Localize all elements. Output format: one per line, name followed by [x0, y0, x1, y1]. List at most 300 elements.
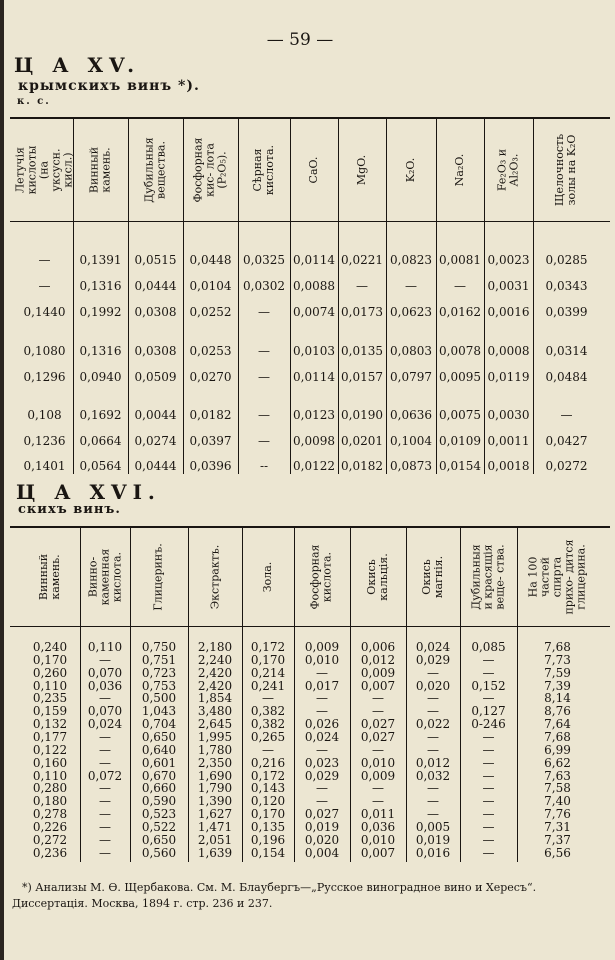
table-xvi-cell: 0,159 [32, 704, 68, 719]
table-xv-cell: 0,1692 [79, 408, 122, 422]
table-xvi-cell: 0,170 [250, 807, 286, 822]
table-xvi-cell: — [372, 794, 384, 809]
table-xvi-cell: — [482, 794, 495, 809]
table-xv-cell: 0,0157 [341, 370, 383, 384]
table-xv-cell: 0,0308 [134, 305, 177, 319]
table-xvi-cell: — [482, 781, 495, 796]
table-xvi-cell: 0,265 [250, 729, 286, 744]
table-xv-cell: 0,0823 [390, 253, 432, 267]
table-xvi-cell: 0,132 [32, 717, 68, 732]
table-xv-cell: 0,1391 [79, 253, 122, 267]
table-xvi-cell: — [482, 742, 495, 757]
table-xv-column-header [73, 120, 128, 220]
table-xvi-cell: 0,011 [360, 807, 396, 822]
table-xv-cell: — [560, 408, 573, 422]
table-xvi-cell: 0,753 [141, 678, 177, 693]
table-xvi-cell: 0,560 [141, 845, 177, 860]
table-xv-cell: 0,0182 [189, 408, 232, 422]
table-xv-cell: 0,0074 [293, 305, 335, 319]
table-xv-cell: 0,0016 [487, 305, 530, 319]
table-xv-cell: 0,0119 [487, 370, 530, 384]
table-xvi-cell: 0,032 [415, 768, 451, 783]
table-xvi-cell: 1,854 [197, 691, 233, 706]
table-xvi-rule-head [10, 626, 610, 627]
table-xv-cell: — [38, 279, 51, 293]
table-xvi-cell: 0,241 [250, 678, 286, 693]
table-xvi-column-header [20, 529, 80, 625]
table-xvi-column-header [130, 529, 188, 625]
table-xv-cell: 0,0448 [189, 253, 232, 267]
table-xvi-cell: 0,160 [32, 755, 68, 770]
table-xvi-cell: 1,627 [197, 807, 233, 822]
table-xvi-cell: — [316, 704, 328, 719]
table-xv-cell: — [258, 344, 270, 358]
table-xvi-cell: 1,995 [197, 729, 233, 744]
table-xvi-cell: — [427, 807, 439, 822]
table-xvi-cell: 0,143 [250, 781, 286, 796]
table-xvi-cell: 0,122 [32, 742, 68, 757]
table-xv-cell: 0,0221 [341, 253, 383, 267]
table-xv-cell: 0,0308 [134, 344, 177, 358]
table-xvi-cell: 7,68 [544, 640, 571, 654]
table-xvi-cell: 2,420 [197, 678, 233, 693]
footnote-line-1: *) Анализы М. Ѳ. Щербакова. См. М. Блаубергъ—„Русское виноградное вино и Хересъ“. [22, 881, 537, 894]
table-xvi-cell: 2,051 [197, 832, 233, 847]
table-xvi-column-header [188, 529, 242, 625]
table-xv-cell: 0,1316 [79, 344, 122, 358]
table-xvi-cell: 0,382 [250, 704, 286, 719]
table-xv-cell: — [258, 370, 270, 384]
table-xvi-column-header-label: Глицеринъ. [152, 543, 166, 611]
table-xvi-column-header [294, 529, 350, 625]
table-xvi-cell: 0,523 [141, 807, 177, 822]
table-xvi-cell: 0,272 [32, 832, 68, 847]
table-xvi-column-header [242, 529, 294, 625]
table-xvi-column-header [350, 529, 406, 625]
table-xv-column-header [238, 120, 290, 220]
table-xvi-cell: 2,180 [197, 640, 233, 654]
table-xv-column-header [436, 120, 484, 220]
table-xvi-cell: 8,14 [544, 691, 571, 706]
table-xv-cell: 0,0173 [341, 305, 383, 319]
table-xvi-cell: — [427, 665, 439, 680]
table-xvi-cell: 0,235 [32, 691, 68, 706]
table-xvi-cell: 0,026 [304, 717, 340, 732]
table-xvi-cell: 0,009 [304, 640, 340, 654]
table-xvi-cell: 0,382 [250, 717, 286, 732]
table-xvi-cell: 7,58 [544, 781, 571, 796]
table-xvi-cell: — [427, 704, 439, 719]
table-xvi-cell: — [427, 742, 439, 757]
table-xvi-column-header [460, 529, 517, 625]
table-xv-cell: 0,0122 [293, 459, 335, 473]
table-xvi-column-header [80, 529, 130, 625]
table-xvi-cell: 0,024 [304, 729, 340, 744]
table-xvi-cell: — [372, 691, 384, 706]
table-xvi-cell: 0,012 [360, 652, 396, 667]
table-xvi-cell: 0,278 [32, 807, 68, 822]
table-xvi-cell: — [372, 781, 384, 796]
table-xvi-cell: 0,009 [360, 665, 396, 680]
table-xvi-cell: — [316, 742, 328, 757]
table-xv-cell: 0,0873 [390, 459, 432, 473]
table-xv-cell: 0,0564 [79, 459, 122, 473]
table-xvi-cell: 0,127 [471, 704, 506, 719]
page-number: — 59 — [266, 30, 334, 50]
table-xvi-cell: — [427, 691, 439, 706]
table-xv-cell: 0,0011 [487, 434, 530, 448]
table-xv-cell: 0,0182 [341, 459, 383, 473]
table-xvi-cell: 0,009 [360, 768, 396, 783]
table-xvi-cell: 0,260 [32, 665, 68, 680]
table-xvi-cell: — [99, 652, 111, 667]
table-xvi-cell: 7,40 [544, 794, 571, 809]
table-xvi-cell: 1,790 [197, 781, 233, 796]
table-xv-cell: 0,0636 [390, 408, 432, 422]
table-xv-column-header [338, 120, 386, 220]
table-xvi-cell: 0,170 [250, 652, 286, 667]
table-xv-cell: 0,0018 [487, 459, 530, 473]
table-xv-column-header-label: Щелочность золы на K₂O [553, 133, 579, 207]
table-xv-cell: — [405, 279, 417, 293]
footnote [12, 880, 607, 912]
table-xvi-column-header-label: Зола. [261, 561, 274, 593]
table-xvi-cell: 3,480 [197, 704, 233, 719]
table-xv-cell: 0,1316 [79, 279, 122, 293]
table-xv-cell: 0,0190 [341, 408, 383, 422]
table-xvi-cell: 0,004 [304, 845, 340, 860]
table-xvi-cell: 0,226 [32, 819, 68, 834]
table-xvi-cell: 8,76 [544, 704, 571, 719]
table-xvi-cell: 1,043 [141, 704, 177, 719]
table-xvi-cell: — [482, 755, 495, 770]
table-xvi-cell: 0,172 [250, 640, 286, 654]
table-xv-cell: 0,0484 [545, 370, 588, 384]
table-xv-cell: 0,0302 [243, 279, 285, 293]
table-xvi-cell: — [99, 819, 111, 834]
table-xvi-column-header-label: Фосфорная кислота. [309, 544, 334, 610]
table-xvi-cell: 0,110 [32, 678, 68, 693]
table-xvi-cell: — [316, 665, 328, 680]
table-xv-cell: 0,0081 [439, 253, 481, 267]
table-xvi-cell: 0,601 [141, 755, 177, 770]
table-xv-cell: 0,0154 [439, 459, 481, 473]
table-xvi-cell: 0,027 [360, 717, 396, 732]
table-xvi-cell: — [427, 781, 439, 796]
table-xvi-cell: — [482, 768, 495, 783]
table-xv-cell: 0,0253 [189, 344, 232, 358]
table-xvi-cell: 7,39 [544, 678, 571, 693]
table-xv-column-header-label: CaO. [307, 156, 320, 184]
table-xvi-cell: — [99, 742, 111, 757]
table-xvi-cell: 0,022 [415, 717, 451, 732]
table-xvi-cell: 0,216 [250, 755, 286, 770]
table-xvi-cell: 0,024 [87, 717, 123, 732]
table-xv-cell: 0,108 [27, 408, 62, 422]
table-xvi-cell: 0,085 [471, 640, 506, 654]
table-xv-cell: 0,0397 [189, 434, 232, 448]
table-xv-cell: 0,0272 [545, 459, 588, 473]
table-xvi-cell: 0,640 [141, 742, 177, 757]
table-xv-cell: — [258, 434, 270, 448]
table-xvi-cell: 0,012 [415, 755, 451, 770]
table-xvi-cell: 2,420 [197, 665, 233, 680]
table-xvi-cell: 0,029 [415, 652, 451, 667]
table-xvi-cell: 0,036 [360, 819, 396, 834]
table-xv-cell: 0,0098 [293, 434, 335, 448]
table-xvi-cell: — [482, 691, 495, 706]
table-xv-cell: 0,0396 [189, 459, 232, 473]
table-xvi-cell: 2,240 [197, 652, 233, 667]
table-xv-subheading: к. с. [17, 96, 51, 107]
table-xvi-cell: 0,154 [250, 845, 286, 860]
table-xvi-cell: 0,020 [415, 678, 451, 693]
table-xvi-column-header-label: Винный камень. [37, 553, 62, 601]
table-xv-cell: 0,1992 [79, 305, 122, 319]
table-xv-cell: 0,0103 [293, 344, 335, 358]
table-xv-cell: 0,0314 [545, 344, 588, 358]
table-xvi-cell: 0,500 [141, 691, 177, 706]
table-xvi-cell: 0,024 [415, 640, 451, 654]
table-xvi-cell: 0,019 [415, 832, 451, 847]
table-xvi-cell: — [99, 755, 111, 770]
table-xvi-cell: — [99, 845, 111, 860]
table-xvi-cell: 0,750 [141, 640, 177, 654]
table-xv-column-header-label: Fe₂O₃ и Al₂O₃. [495, 148, 521, 192]
table-xvi-cell: 0,522 [141, 819, 177, 834]
table-xvi-cell: — [99, 794, 111, 809]
table-xvi-column-header-label: Дубильныя и красящія веще- ства. [469, 544, 507, 610]
table-xv-cell: 0,0114 [293, 253, 335, 267]
table-xvi-cell: 0,180 [32, 794, 68, 809]
table-xv-cell: 0,1080 [23, 344, 66, 358]
table-xvi-cell: 0,240 [32, 640, 68, 654]
table-xvi-cell: — [482, 729, 495, 744]
table-xv-cell: 0,0023 [487, 253, 530, 267]
table-xvi-cell: 7,76 [544, 807, 571, 822]
table-xv-cell: 0,0088 [293, 279, 335, 293]
table-xv-cell: — [38, 253, 51, 267]
table-xv-rule-head [10, 221, 610, 222]
table-xv-column-header [290, 120, 338, 220]
table-xv-cell: 0,1401 [23, 459, 66, 473]
table-xv-cell: 0,0270 [189, 370, 232, 384]
table-xvi-cell: 0,590 [141, 794, 177, 809]
table-xvi-cell: 0,070 [87, 665, 123, 680]
table-xv-cell: 0,0078 [439, 344, 481, 358]
table-xvi-cell: 0,005 [415, 819, 451, 834]
table-xv-cell: 0,1296 [23, 370, 66, 384]
table-xvi-cell: — [99, 807, 111, 822]
table-xv-cell: 0,0123 [293, 408, 335, 422]
table-xv-cell: 0,0797 [390, 370, 432, 384]
table-xv-column-header [13, 120, 75, 220]
table-xv-cell: 0,0343 [545, 279, 588, 293]
table-xvi-cell: — [372, 704, 384, 719]
table-xvi-cell: — [316, 781, 328, 796]
table-xvi-cell: — [262, 742, 274, 757]
table-xvi-cell: 0,006 [360, 640, 396, 654]
table-xv-cell: 0,0803 [390, 344, 432, 358]
table-xvi-cell: 0,120 [250, 794, 286, 809]
table-xvi-cell: 0,723 [141, 665, 177, 680]
table-xvi-cell: 0,152 [471, 678, 506, 693]
table-xvi-cell: 1,390 [197, 794, 233, 809]
table-xvi-cell: 0,236 [32, 845, 68, 860]
table-xv-column-header-label: Летучія кислоты (на уксусн. кисл.) [13, 145, 75, 195]
table-xv-column-header-label: Сѣрная кислота. [251, 144, 276, 196]
table-xv-cell: 0,0509 [134, 370, 177, 384]
table-xvi-cell: 0,650 [141, 729, 177, 744]
table-xv-column-header [183, 120, 238, 220]
table-xvi-cell: — [427, 794, 439, 809]
table-xvi-cell: 0,019 [304, 819, 340, 834]
table-xvi-cell: — [482, 845, 495, 860]
table-xvi-cell: 0,751 [141, 652, 177, 667]
table-xvi-column-header [517, 529, 598, 625]
table-xvi-cell: 1,780 [197, 742, 233, 757]
table-xv-column-header [484, 120, 533, 220]
table-xv-cell: 0,0044 [134, 408, 177, 422]
table-xvi-cell: 0,010 [360, 755, 396, 770]
table-xvi-cell: 6,56 [544, 845, 571, 860]
table-xv-cell: — [258, 305, 270, 319]
table-xv-title: Ц А XV. [14, 53, 141, 77]
table-xvi-cell: 7,63 [544, 768, 571, 783]
table-xvi-cell: — [99, 729, 111, 744]
table-xvi-cell: 0,070 [87, 704, 123, 719]
table-xv-subtitle: крымскихъ винъ *). [18, 78, 200, 94]
table-xvi-cell: — [482, 807, 495, 822]
table-xv-column-header-label: Na₂O. [453, 153, 466, 187]
table-xvi-cell: 7,73 [544, 652, 571, 667]
table-xvi-cell: 7,68 [544, 729, 571, 744]
table-xv-column-header [386, 120, 436, 220]
table-xv-cell: 0,1236 [23, 434, 66, 448]
table-xvi-column-header [406, 529, 460, 625]
table-xv-cell: 0,0427 [545, 434, 588, 448]
table-xv-column-header-label: Винный камень. [87, 146, 113, 194]
table-xv-column-header-label: Фосфорная кис- лота (P₂O₅). [191, 137, 229, 203]
table-xvi-cell: 0,072 [87, 768, 123, 783]
table-xvi-cell: 0,027 [360, 729, 396, 744]
table-xv-cell: 0,0940 [79, 370, 122, 384]
table-xvi-cell: 2,350 [197, 755, 233, 770]
table-xvi-cell: 0,036 [87, 678, 123, 693]
table-xv-cell: 0,0201 [341, 434, 383, 448]
table-xv-cell: 0,0285 [545, 253, 588, 267]
table-xvi-cell: 2,645 [197, 717, 233, 732]
table-xv-cell: — [454, 279, 466, 293]
table-xv-cell: 0,0444 [134, 279, 177, 293]
table-xv-cell: 0,0109 [439, 434, 481, 448]
table-xv-cell: 0,0135 [341, 344, 383, 358]
table-xv-cell: 0,0444 [134, 459, 177, 473]
table-xvi-cell: 0,007 [360, 845, 396, 860]
table-xvi-column-header-label: Окись магнія. [420, 555, 445, 599]
table-xvi-cell: — [482, 665, 495, 680]
table-xvi-cell: 0,029 [304, 768, 340, 783]
table-xvi-cell: 6,99 [544, 742, 571, 757]
table-xv-cell: 0,0325 [243, 253, 285, 267]
table-xvi-cell: 7,37 [544, 832, 571, 847]
table-xv-cell: 0,0274 [134, 434, 177, 448]
table-xv-cell: 0,0399 [545, 305, 588, 319]
page-edge-shadow [0, 0, 4, 960]
table-xv-cell: 0,0515 [134, 253, 177, 267]
table-xvi-column-header-label: На 100 частей спирта прихо- дится глицерина. [526, 539, 588, 615]
table-xv-cell: 0,0252 [189, 305, 232, 319]
table-xv-cell: 0,0664 [79, 434, 122, 448]
table-xvi-cell: 6,62 [544, 755, 571, 770]
table-xvi-cell: 0,704 [141, 717, 177, 732]
table-xv-column-header-label: Дубильныя вещества. [142, 137, 168, 203]
table-xvi-cell: 0-246 [471, 717, 506, 732]
table-xvi-cell: 0,027 [304, 807, 340, 822]
table-xvi-cell: 0,135 [250, 819, 286, 834]
table-xvi-cell: 0,016 [415, 845, 451, 860]
table-xvi-cell: — [99, 832, 111, 847]
table-xv-column-header [533, 120, 600, 220]
table-xvi-cell: — [99, 691, 111, 706]
table-xvi-cell: — [262, 691, 274, 706]
table-xvi-cell: — [482, 832, 495, 847]
table-xv-cell: 0,0075 [439, 408, 481, 422]
table-xvi-cell: 0,670 [141, 768, 177, 783]
table-xv-cell: 0,0623 [390, 305, 432, 319]
table-xvi-cell: 0,214 [250, 665, 286, 680]
table-xv-column-header [128, 120, 183, 220]
table-xvi-subtitle: скихъ винъ. [18, 502, 121, 517]
table-xv-cell: 0,0030 [487, 408, 530, 422]
table-xvi-cell: 1,690 [197, 768, 233, 783]
table-xvi-column-header-label: Винно-каменная кислота. [86, 548, 123, 606]
table-xvi-cell: — [316, 794, 328, 809]
table-xvi-cell: 0,007 [360, 678, 396, 693]
table-xvi-title: Ц А XVI. [16, 480, 161, 504]
table-xvi-cell: 1,471 [197, 819, 233, 834]
table-xvi-cell: 0,177 [32, 729, 68, 744]
table-xvi-cell: — [372, 742, 384, 757]
table-xv-cell: 0,0008 [487, 344, 530, 358]
table-xv-cell: 0,0114 [293, 370, 335, 384]
table-xv-cell: -- [259, 459, 269, 473]
table-xv-cell: 0,1004 [390, 434, 432, 448]
table-xvi-cell: 7,59 [544, 665, 571, 680]
table-xv-rule-top [10, 117, 610, 119]
table-xvi-cell: 0,020 [304, 832, 340, 847]
table-xvi-cell: 0,110 [32, 768, 68, 783]
table-xvi-cell: 0,280 [32, 781, 68, 796]
table-xvi-cell: — [482, 819, 495, 834]
table-xvi-column-header-label: Экстрактъ. [208, 544, 221, 610]
table-xvi-cell: — [482, 652, 495, 667]
table-xvi-cell: 1,639 [197, 845, 233, 860]
table-xvi-cell: — [427, 729, 439, 744]
table-xvi-cell: — [99, 781, 111, 796]
table-xvi-cell: 0,170 [32, 652, 68, 667]
table-xv-cell: 0,1440 [23, 305, 66, 319]
table-xvi-cell: 0,660 [141, 781, 177, 796]
table-xvi-cell: 0,010 [360, 832, 396, 847]
table-xvi-cell: 0,010 [304, 652, 340, 667]
table-xvi-cell: 0,650 [141, 832, 177, 847]
footnote-line-2: Диссертація. Москва, 1894 г. стр. 236 и 237. [12, 897, 273, 910]
table-xvi-cell: — [316, 691, 328, 706]
table-xvi-cell: 7,31 [544, 819, 571, 834]
table-xvi-cell: 0,017 [304, 678, 340, 693]
table-xv-cell: — [356, 279, 368, 293]
